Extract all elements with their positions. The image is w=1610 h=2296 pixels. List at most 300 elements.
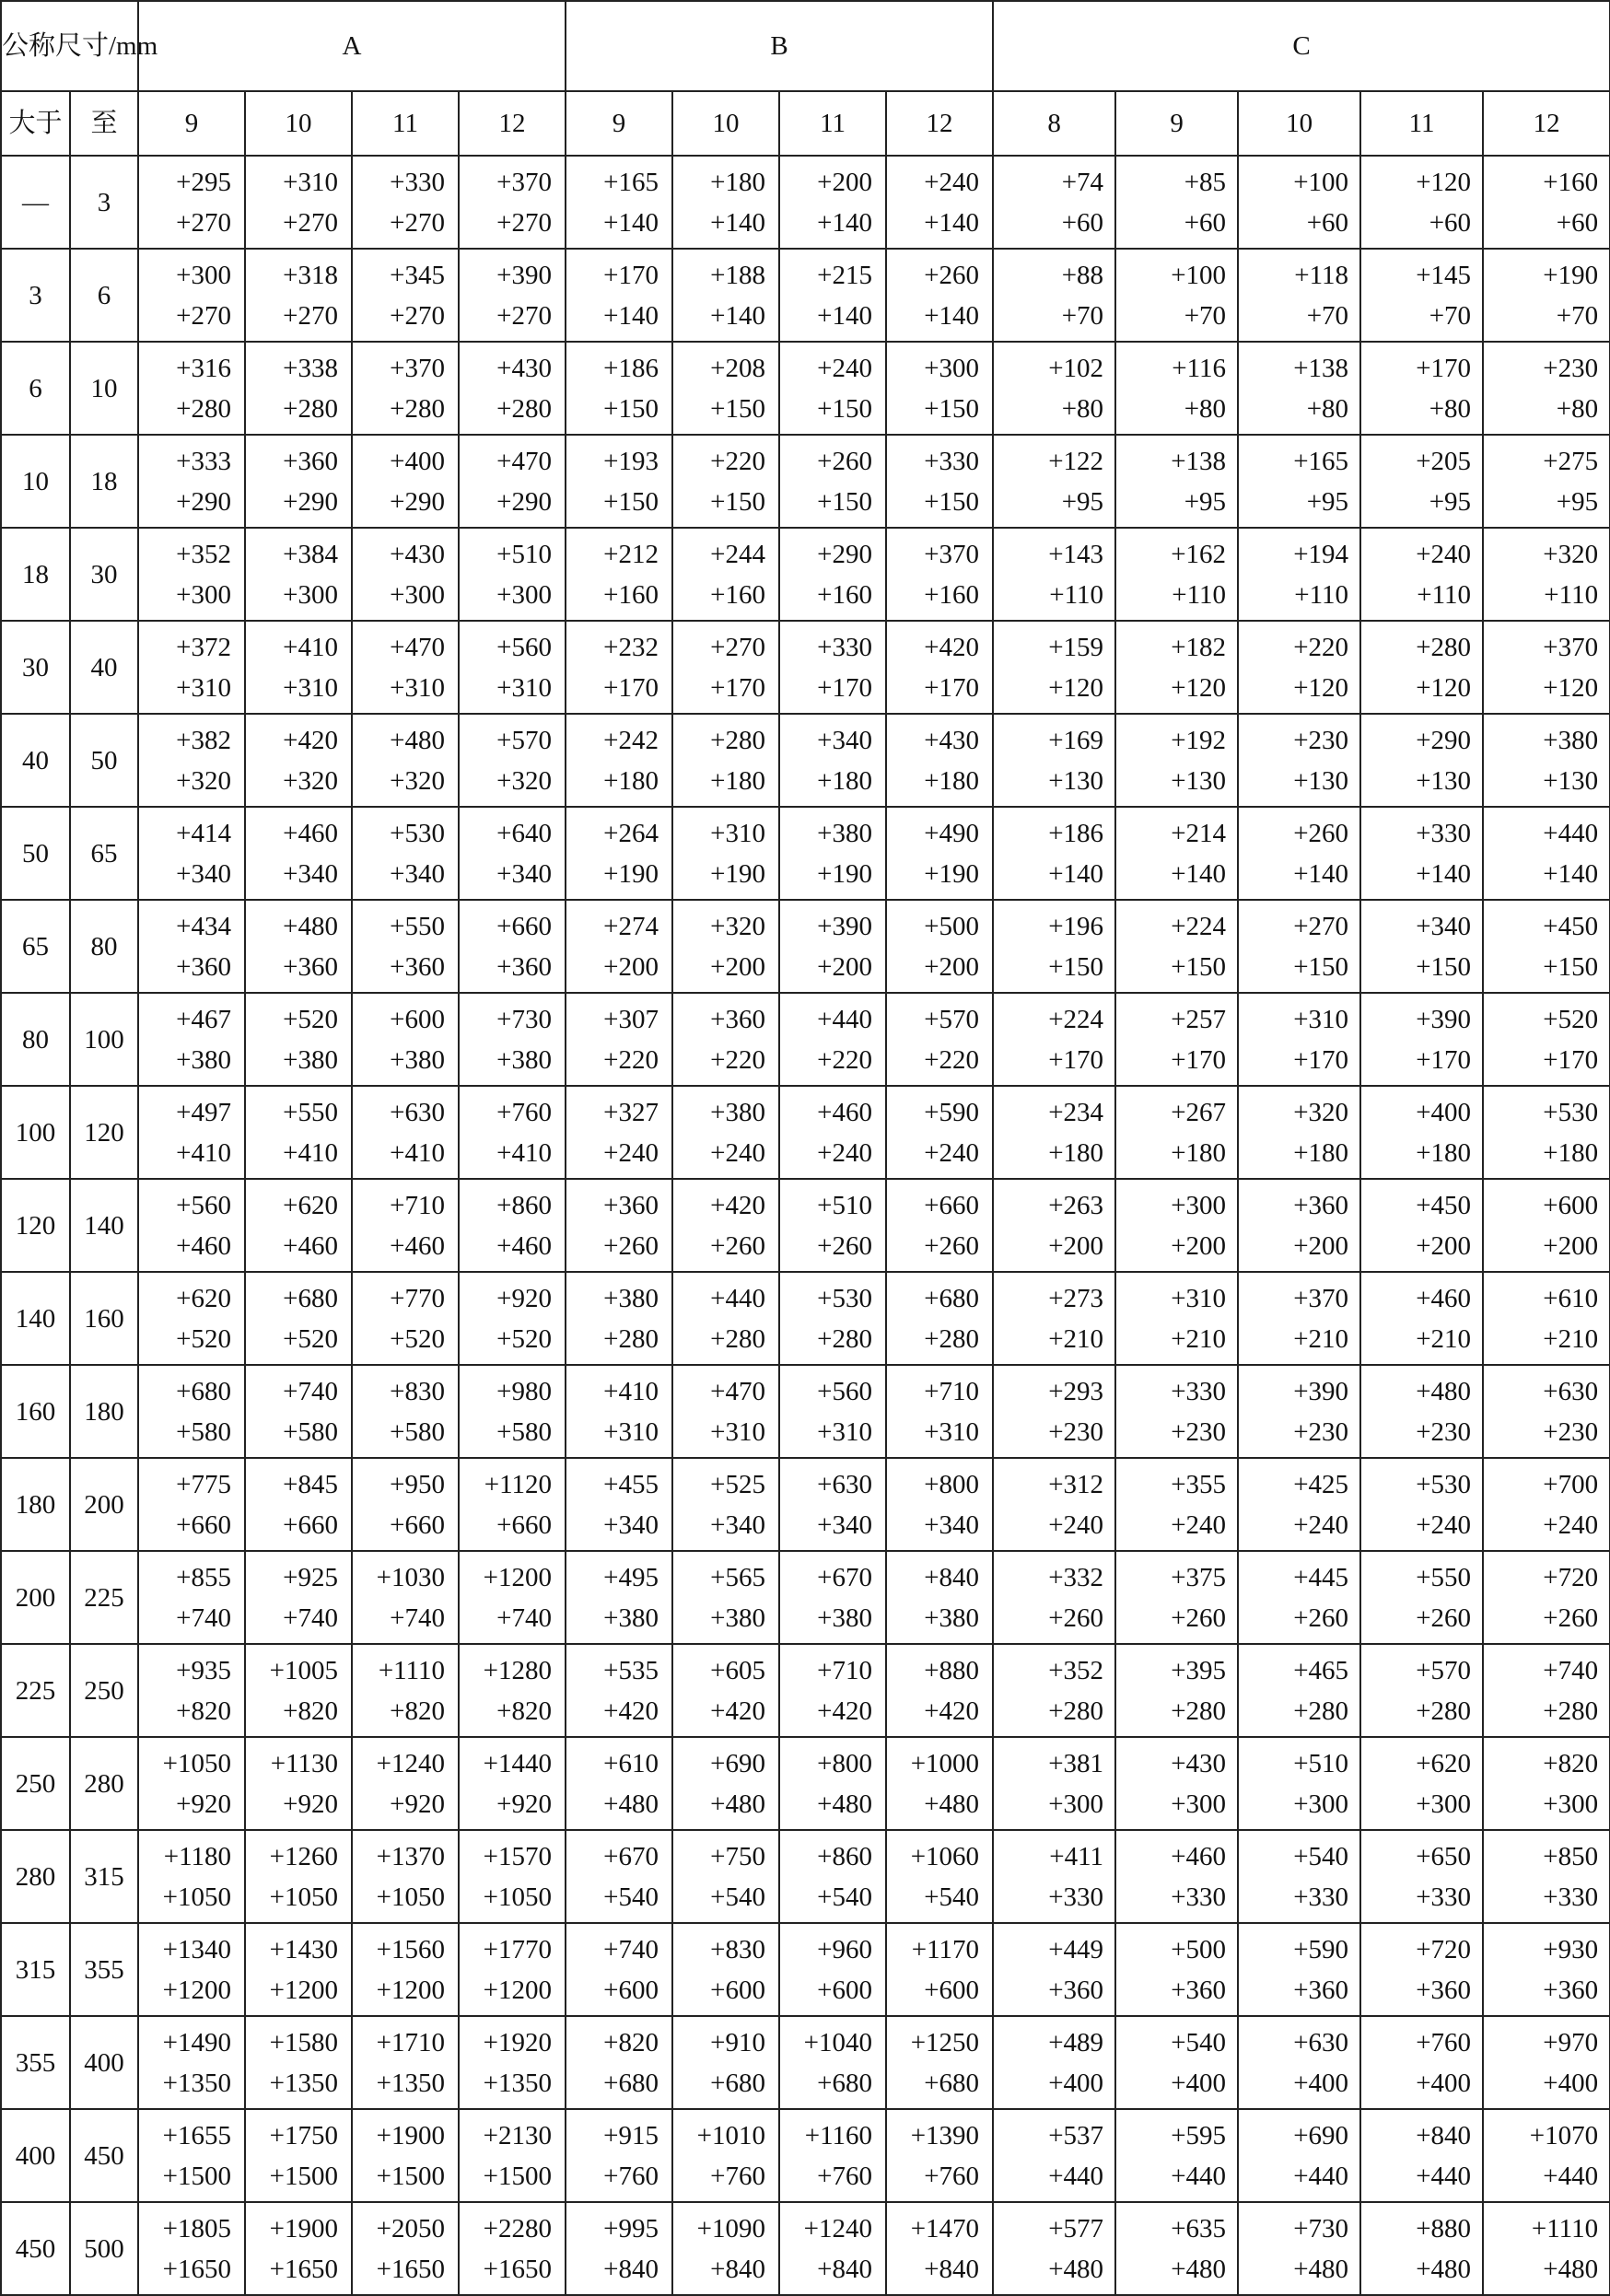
upper-deviation: +355 bbox=[1171, 1469, 1227, 1499]
upper-deviation: +345 bbox=[390, 260, 446, 290]
deviation-cell bbox=[672, 249, 779, 342]
lower-deviation: +150 bbox=[1543, 951, 1599, 982]
upper-deviation: +230 bbox=[1543, 353, 1599, 383]
lower-deviation: +240 bbox=[1543, 1509, 1599, 1540]
lower-deviation: +660 bbox=[283, 1509, 339, 1540]
upper-deviation: +310 bbox=[283, 167, 339, 197]
lower-deviation: +80 bbox=[1061, 393, 1104, 424]
lower-deviation: +440 bbox=[1048, 2161, 1104, 2191]
deviation-cell bbox=[672, 993, 779, 1086]
lower-deviation: +210 bbox=[1048, 1323, 1104, 1354]
upper-deviation: +520 bbox=[1543, 1004, 1599, 1034]
upper-deviation: +605 bbox=[710, 1655, 766, 1685]
deviation-cell bbox=[886, 435, 993, 528]
deviation-cell bbox=[459, 2016, 566, 2109]
upper-deviation: +320 bbox=[710, 911, 766, 941]
deviation-cell bbox=[993, 1737, 1115, 1830]
upper-deviation: +234 bbox=[1048, 1097, 1104, 1127]
lower-deviation: +270 bbox=[176, 300, 232, 331]
upper-deviation: +275 bbox=[1543, 446, 1599, 476]
lower-deviation: +95 bbox=[1061, 486, 1104, 517]
upper-deviation: +1110 bbox=[378, 1655, 446, 1685]
size-over-cell: 200 bbox=[1, 1551, 70, 1644]
size-to-cell: 80 bbox=[70, 900, 138, 993]
upper-deviation: +224 bbox=[1171, 911, 1227, 941]
lower-deviation: +400 bbox=[1416, 2068, 1472, 2098]
upper-deviation: +1900 bbox=[269, 2213, 339, 2244]
deviation-cell bbox=[138, 1737, 245, 1830]
upper-deviation: +1390 bbox=[910, 2120, 980, 2150]
lower-deviation: +600 bbox=[924, 1975, 980, 2005]
deviation-cell bbox=[566, 993, 672, 1086]
deviation-cell bbox=[1483, 435, 1610, 528]
upper-deviation: +800 bbox=[817, 1748, 873, 1778]
lower-deviation: +140 bbox=[1048, 858, 1104, 889]
lower-deviation: +150 bbox=[1416, 951, 1472, 982]
lower-deviation: +140 bbox=[710, 300, 766, 331]
lower-deviation: +1200 bbox=[162, 1975, 232, 2005]
deviation-cell bbox=[1115, 156, 1238, 249]
lower-deviation: +380 bbox=[817, 1603, 873, 1633]
upper-deviation: +610 bbox=[1543, 1283, 1599, 1313]
size-over-cell: 3 bbox=[1, 249, 70, 342]
lower-deviation: +400 bbox=[1171, 2068, 1227, 2098]
deviation-cell bbox=[245, 1830, 352, 1923]
upper-deviation: +935 bbox=[176, 1655, 232, 1685]
deviation-cell bbox=[1115, 1830, 1238, 1923]
lower-deviation: +540 bbox=[817, 1882, 873, 1912]
upper-deviation: +660 bbox=[924, 1190, 980, 1220]
size-over-cell: 180 bbox=[1, 1458, 70, 1551]
upper-deviation: +930 bbox=[1543, 1934, 1599, 1964]
size-over-cell: 100 bbox=[1, 1086, 70, 1179]
upper-deviation: +420 bbox=[710, 1190, 766, 1220]
upper-deviation: +720 bbox=[1543, 1562, 1599, 1592]
deviation-cell bbox=[1238, 1551, 1360, 1644]
upper-deviation: +2280 bbox=[483, 2213, 553, 2244]
lower-deviation: +340 bbox=[283, 858, 339, 889]
deviation-cell bbox=[672, 1272, 779, 1365]
deviation-cell bbox=[566, 1179, 672, 1272]
lower-deviation: +310 bbox=[390, 672, 446, 703]
upper-deviation: +460 bbox=[1171, 1841, 1227, 1871]
lower-deviation: +70 bbox=[1429, 300, 1472, 331]
deviation-cell bbox=[672, 714, 779, 807]
upper-deviation: +480 bbox=[390, 725, 446, 755]
deviation-cell bbox=[566, 1272, 672, 1365]
deviation-cell bbox=[1115, 621, 1238, 714]
upper-deviation: +570 bbox=[496, 725, 553, 755]
deviation-cell bbox=[459, 249, 566, 342]
size-over-cell: 30 bbox=[1, 621, 70, 714]
size-to-cell: 3 bbox=[70, 156, 138, 249]
lower-deviation: +310 bbox=[710, 1416, 766, 1447]
deviation-cell bbox=[566, 1644, 672, 1737]
upper-deviation: +380 bbox=[603, 1283, 659, 1313]
deviation-cell bbox=[566, 1737, 672, 1830]
deviation-cell bbox=[1483, 2202, 1610, 2295]
deviation-cell bbox=[352, 528, 459, 621]
lower-deviation: +300 bbox=[390, 579, 446, 610]
deviation-cell bbox=[138, 1365, 245, 1458]
table-row bbox=[1, 2016, 1610, 2109]
lower-deviation: +170 bbox=[817, 672, 873, 703]
upper-deviation: +440 bbox=[710, 1283, 766, 1313]
lower-deviation: +150 bbox=[603, 393, 659, 424]
upper-deviation: +169 bbox=[1048, 725, 1104, 755]
lower-deviation: +300 bbox=[1293, 1789, 1349, 1819]
deviation-cell bbox=[1238, 342, 1360, 435]
upper-deviation: +352 bbox=[176, 539, 232, 569]
deviation-cell bbox=[566, 1365, 672, 1458]
lower-deviation: +240 bbox=[1293, 1509, 1349, 1540]
lower-deviation: +1200 bbox=[483, 1975, 553, 2005]
upper-deviation: +470 bbox=[390, 632, 446, 662]
upper-deviation: +480 bbox=[1416, 1376, 1472, 1406]
deviation-cell bbox=[993, 435, 1115, 528]
lower-deviation: +340 bbox=[710, 1509, 766, 1540]
lower-deviation: +170 bbox=[1543, 1044, 1599, 1075]
deviation-cell bbox=[566, 1086, 672, 1179]
deviation-cell bbox=[1238, 1086, 1360, 1179]
lower-deviation: +460 bbox=[390, 1230, 446, 1261]
deviation-cell bbox=[566, 156, 672, 249]
deviation-cell bbox=[886, 1458, 993, 1551]
upper-deviation: +595 bbox=[1171, 2120, 1227, 2150]
lower-deviation: +60 bbox=[1556, 207, 1599, 238]
lower-deviation: +740 bbox=[496, 1603, 553, 1633]
deviation-cell bbox=[1483, 993, 1610, 1086]
deviation-cell bbox=[1483, 1737, 1610, 1830]
deviation-cell bbox=[1483, 1272, 1610, 1365]
lower-deviation: +160 bbox=[924, 579, 980, 610]
deviation-cell bbox=[459, 807, 566, 900]
upper-deviation: +411 bbox=[1049, 1841, 1104, 1871]
upper-deviation: +100 bbox=[1293, 167, 1349, 197]
upper-deviation: +449 bbox=[1048, 1934, 1104, 1964]
upper-deviation: +260 bbox=[817, 446, 873, 476]
deviation-cell bbox=[245, 714, 352, 807]
upper-deviation: +230 bbox=[1293, 725, 1349, 755]
lower-deviation: +380 bbox=[283, 1044, 339, 1075]
upper-deviation: +465 bbox=[1293, 1655, 1349, 1685]
upper-deviation: +85 bbox=[1184, 167, 1227, 197]
lower-deviation: +200 bbox=[1543, 1230, 1599, 1261]
lower-deviation: +130 bbox=[1048, 765, 1104, 796]
deviation-cell bbox=[459, 1179, 566, 1272]
lower-deviation: +200 bbox=[817, 951, 873, 982]
deviation-cell bbox=[1360, 1644, 1483, 1737]
lower-deviation: +220 bbox=[710, 1044, 766, 1075]
deviation-cell bbox=[1360, 249, 1483, 342]
size-to-cell: 315 bbox=[70, 1830, 138, 1923]
upper-deviation: +414 bbox=[176, 818, 232, 848]
deviation-cell bbox=[672, 156, 779, 249]
deviation-cell bbox=[245, 1365, 352, 1458]
deviation-cell bbox=[1360, 435, 1483, 528]
upper-deviation: +1050 bbox=[162, 1748, 232, 1778]
size-over-cell: 280 bbox=[1, 1830, 70, 1923]
lower-deviation: +480 bbox=[1048, 2254, 1104, 2284]
upper-deviation: +380 bbox=[710, 1097, 766, 1127]
lower-deviation: +280 bbox=[1416, 1696, 1472, 1726]
lower-deviation: +130 bbox=[1293, 765, 1349, 796]
lower-deviation: +150 bbox=[710, 393, 766, 424]
deviation-cell bbox=[1483, 621, 1610, 714]
deviation-cell bbox=[566, 342, 672, 435]
upper-deviation: +820 bbox=[1543, 1748, 1599, 1778]
upper-deviation: +775 bbox=[176, 1469, 232, 1499]
lower-deviation: +360 bbox=[496, 951, 553, 982]
upper-deviation: +295 bbox=[176, 167, 232, 197]
deviation-cell bbox=[886, 1644, 993, 1737]
deviation-cell bbox=[886, 2202, 993, 2295]
lower-deviation: +660 bbox=[496, 1509, 553, 1540]
size-over-cell: 160 bbox=[1, 1365, 70, 1458]
lower-deviation: +310 bbox=[496, 672, 553, 703]
lower-deviation: +310 bbox=[817, 1416, 873, 1447]
lower-deviation: +300 bbox=[1543, 1789, 1599, 1819]
upper-deviation: +400 bbox=[1416, 1097, 1472, 1127]
lower-deviation: +130 bbox=[1543, 765, 1599, 796]
lower-deviation: +280 bbox=[496, 393, 553, 424]
deviation-cell bbox=[352, 1365, 459, 1458]
lower-deviation: +320 bbox=[176, 765, 232, 796]
upper-deviation: +102 bbox=[1048, 353, 1104, 383]
upper-deviation: +730 bbox=[1293, 2213, 1349, 2244]
upper-deviation: +340 bbox=[817, 725, 873, 755]
lower-deviation: +1050 bbox=[162, 1882, 232, 1912]
upper-deviation: +270 bbox=[1293, 911, 1349, 941]
lower-deviation: +310 bbox=[924, 1416, 980, 1447]
lower-deviation: +60 bbox=[1061, 207, 1104, 238]
group-header-b: B bbox=[566, 1, 993, 91]
upper-deviation: +165 bbox=[603, 167, 659, 197]
upper-deviation: +290 bbox=[817, 539, 873, 569]
lower-deviation: +440 bbox=[1293, 2161, 1349, 2191]
upper-deviation: +180 bbox=[710, 167, 766, 197]
upper-deviation: +540 bbox=[1171, 2027, 1227, 2057]
upper-deviation: +537 bbox=[1048, 2120, 1104, 2150]
deviation-cell bbox=[352, 435, 459, 528]
upper-deviation: +215 bbox=[817, 260, 873, 290]
upper-deviation: +260 bbox=[1293, 818, 1349, 848]
grade-header-c-8: 8 bbox=[993, 91, 1115, 156]
lower-deviation: +80 bbox=[1429, 393, 1472, 424]
table-row bbox=[1, 1365, 1610, 1458]
lower-deviation: +380 bbox=[924, 1603, 980, 1633]
lower-deviation: +820 bbox=[283, 1696, 339, 1726]
lower-deviation: +280 bbox=[1543, 1696, 1599, 1726]
upper-deviation: +390 bbox=[496, 260, 553, 290]
upper-deviation: +630 bbox=[1293, 2027, 1349, 2057]
deviation-cell bbox=[993, 993, 1115, 1086]
upper-deviation: +316 bbox=[176, 353, 232, 383]
size-to-cell: 500 bbox=[70, 2202, 138, 2295]
upper-deviation: +880 bbox=[924, 1655, 980, 1685]
upper-deviation: +310 bbox=[1293, 1004, 1349, 1034]
deviation-cell bbox=[779, 2109, 886, 2202]
deviation-cell bbox=[138, 1458, 245, 1551]
lower-deviation: +1650 bbox=[376, 2254, 446, 2284]
lower-deviation: +480 bbox=[1171, 2254, 1227, 2284]
lower-deviation: +180 bbox=[1293, 1137, 1349, 1168]
upper-deviation: +467 bbox=[176, 1004, 232, 1034]
lower-deviation: +1050 bbox=[269, 1882, 339, 1912]
upper-deviation: +497 bbox=[176, 1097, 232, 1127]
upper-deviation: +560 bbox=[817, 1376, 873, 1406]
grade-header-b-11: 11 bbox=[779, 91, 886, 156]
lower-deviation: +240 bbox=[603, 1137, 659, 1168]
deviation-cell bbox=[993, 249, 1115, 342]
upper-deviation: +550 bbox=[283, 1097, 339, 1127]
upper-deviation: +925 bbox=[283, 1562, 339, 1592]
deviation-cell bbox=[138, 342, 245, 435]
deviation-cell bbox=[566, 2016, 672, 2109]
size-over-cell: 315 bbox=[1, 1923, 70, 2016]
lower-deviation: +170 bbox=[1171, 1044, 1227, 1075]
upper-deviation: +760 bbox=[1416, 2027, 1472, 2057]
upper-deviation: +740 bbox=[283, 1376, 339, 1406]
deviation-cell bbox=[672, 2016, 779, 2109]
lower-deviation: +1050 bbox=[376, 1882, 446, 1912]
deviation-cell bbox=[993, 1179, 1115, 1272]
lower-deviation: +840 bbox=[924, 2254, 980, 2284]
upper-deviation: +470 bbox=[496, 446, 553, 476]
lower-deviation: +160 bbox=[710, 579, 766, 610]
upper-deviation: +830 bbox=[390, 1376, 446, 1406]
table-row bbox=[1, 249, 1610, 342]
lower-deviation: +1650 bbox=[483, 2254, 553, 2284]
deviation-cell bbox=[886, 1272, 993, 1365]
lower-deviation: +300 bbox=[176, 579, 232, 610]
lower-deviation: +70 bbox=[1184, 300, 1227, 331]
upper-deviation: +300 bbox=[1171, 1190, 1227, 1220]
deviation-cell bbox=[138, 2202, 245, 2295]
upper-deviation: +400 bbox=[390, 446, 446, 476]
upper-deviation: +970 bbox=[1543, 2027, 1599, 2057]
upper-deviation: +312 bbox=[1048, 1469, 1104, 1499]
deviation-cell bbox=[566, 2202, 672, 2295]
deviation-cell bbox=[779, 807, 886, 900]
upper-deviation: +370 bbox=[1293, 1283, 1349, 1313]
lower-deviation: +360 bbox=[1543, 1975, 1599, 2005]
upper-deviation: +560 bbox=[496, 632, 553, 662]
size-to-cell: 6 bbox=[70, 249, 138, 342]
upper-deviation: +590 bbox=[924, 1097, 980, 1127]
upper-deviation: +680 bbox=[176, 1376, 232, 1406]
deviation-cell bbox=[1483, 528, 1610, 621]
lower-deviation: +200 bbox=[1048, 1230, 1104, 1261]
upper-deviation: +220 bbox=[710, 446, 766, 476]
deviation-cell bbox=[1360, 807, 1483, 900]
table-row bbox=[1, 1923, 1610, 2016]
upper-deviation: +1200 bbox=[483, 1562, 553, 1592]
upper-deviation: +120 bbox=[1416, 167, 1472, 197]
lower-deviation: +360 bbox=[176, 951, 232, 982]
lower-deviation: +340 bbox=[496, 858, 553, 889]
upper-deviation: +840 bbox=[924, 1562, 980, 1592]
deviation-cell bbox=[1115, 1923, 1238, 2016]
upper-deviation: +380 bbox=[1543, 725, 1599, 755]
deviation-cell bbox=[352, 342, 459, 435]
lower-deviation: +140 bbox=[1416, 858, 1472, 889]
deviation-cell bbox=[1238, 807, 1360, 900]
deviation-cell bbox=[672, 342, 779, 435]
deviation-cell bbox=[779, 249, 886, 342]
size-over-cell: 400 bbox=[1, 2109, 70, 2202]
upper-deviation: +200 bbox=[817, 167, 873, 197]
upper-deviation: +700 bbox=[1543, 1469, 1599, 1499]
lower-deviation: +70 bbox=[1061, 300, 1104, 331]
deviation-cell bbox=[886, 621, 993, 714]
upper-deviation: +770 bbox=[390, 1283, 446, 1313]
deviation-cell bbox=[1360, 1737, 1483, 1830]
lower-deviation: +180 bbox=[1171, 1137, 1227, 1168]
table-row bbox=[1, 528, 1610, 621]
upper-deviation: +318 bbox=[283, 260, 339, 290]
size-over-cell: 120 bbox=[1, 1179, 70, 1272]
deviation-cell bbox=[566, 249, 672, 342]
upper-deviation: +440 bbox=[817, 1004, 873, 1034]
deviation-cell bbox=[779, 1272, 886, 1365]
lower-deviation: +420 bbox=[817, 1696, 873, 1726]
table-row bbox=[1, 1458, 1610, 1551]
upper-deviation: +360 bbox=[603, 1190, 659, 1220]
upper-deviation: +630 bbox=[817, 1469, 873, 1499]
upper-deviation: +310 bbox=[710, 818, 766, 848]
deviation-cell bbox=[1115, 1644, 1238, 1737]
deviation-cell bbox=[1238, 1458, 1360, 1551]
deviation-cell bbox=[779, 993, 886, 1086]
deviation-cell bbox=[138, 435, 245, 528]
deviation-cell bbox=[1238, 993, 1360, 1086]
lower-deviation: +380 bbox=[390, 1044, 446, 1075]
deviation-cell bbox=[1483, 1923, 1610, 2016]
deviation-cell bbox=[1238, 2016, 1360, 2109]
table-row bbox=[1, 1086, 1610, 1179]
table-row bbox=[1, 714, 1610, 807]
upper-deviation: +182 bbox=[1171, 632, 1227, 662]
upper-deviation: +530 bbox=[1416, 1469, 1472, 1499]
deviation-cell bbox=[1238, 528, 1360, 621]
deviation-cell bbox=[1483, 1086, 1610, 1179]
lower-deviation: +480 bbox=[603, 1789, 659, 1819]
deviation-cell bbox=[1238, 714, 1360, 807]
upper-deviation: +1240 bbox=[803, 2213, 873, 2244]
deviation-cell bbox=[1115, 249, 1238, 342]
upper-deviation: +980 bbox=[496, 1376, 553, 1406]
group-header-a: A bbox=[138, 1, 566, 91]
size-to-cell: 450 bbox=[70, 2109, 138, 2202]
upper-deviation: +820 bbox=[603, 2027, 659, 2057]
lower-deviation: +1200 bbox=[376, 1975, 446, 2005]
lower-deviation: +170 bbox=[1416, 1044, 1472, 1075]
upper-deviation: +122 bbox=[1048, 446, 1104, 476]
lower-deviation: +260 bbox=[1171, 1603, 1227, 1633]
upper-deviation: +338 bbox=[283, 353, 339, 383]
deviation-cell bbox=[1360, 2202, 1483, 2295]
deviation-cell bbox=[245, 435, 352, 528]
upper-deviation: +310 bbox=[1171, 1283, 1227, 1313]
size-to-cell: 100 bbox=[70, 993, 138, 1086]
deviation-cell bbox=[1115, 993, 1238, 1086]
upper-deviation: +495 bbox=[603, 1562, 659, 1592]
size-over-cell: 40 bbox=[1, 714, 70, 807]
upper-deviation: +635 bbox=[1171, 2213, 1227, 2244]
lower-deviation: +300 bbox=[496, 579, 553, 610]
upper-deviation: +425 bbox=[1293, 1469, 1349, 1499]
